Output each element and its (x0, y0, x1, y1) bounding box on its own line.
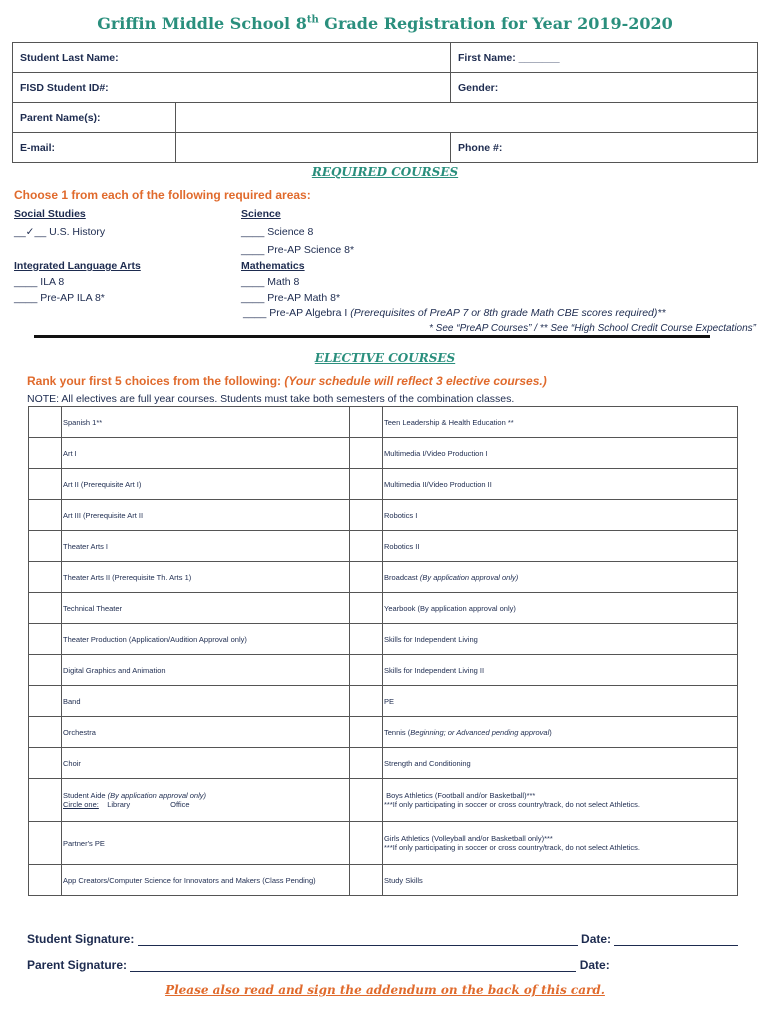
elective-label: Robotics II (383, 531, 738, 562)
elective-label: Tennis (Beginning; or Advanced pending approval) (383, 717, 738, 748)
elective-label: Art I (62, 438, 350, 469)
elective-label: Boys Athletics (Football and/or Basketball)*** ***If only participating in soccer or cross country/track, do not select Athletics. (383, 779, 738, 822)
table-row (29, 865, 738, 896)
parent-signature-line[interactable] (130, 971, 576, 972)
preap-science-option[interactable]: ____ Pre-AP Science 8* (241, 244, 355, 256)
rank-box[interactable] (350, 779, 383, 822)
elective-label: Theater Production (Application/Audition Approval only) (62, 624, 350, 655)
rank-box[interactable] (350, 655, 383, 686)
table-row (29, 717, 738, 748)
table-row (29, 500, 738, 531)
student-info-table (12, 42, 758, 163)
science-title: Science (241, 208, 281, 220)
table-row (29, 469, 738, 500)
elective-label: App Creators/Computer Science for Innovators and Makers (Class Pending) (62, 865, 350, 896)
rank-box[interactable] (29, 407, 62, 438)
math-title: Mathematics (241, 260, 305, 272)
elective-label: Spanish 1** (62, 407, 350, 438)
rank-box[interactable] (350, 562, 383, 593)
elective-label: Robotics I (383, 500, 738, 531)
preap-algebra-option[interactable]: ____ Pre-AP Algebra I (243, 307, 348, 319)
ila-8-option[interactable]: ____ ILA 8 (14, 276, 65, 288)
rank-box[interactable] (29, 717, 62, 748)
ila-title: Integrated Language Arts (14, 260, 141, 272)
rank-box[interactable] (29, 865, 62, 896)
phone-field[interactable]: Phone #: (451, 133, 758, 163)
rank-box[interactable] (29, 624, 62, 655)
elective-label: Technical Theater (62, 593, 350, 624)
elective-note: NOTE: All electives are full year courses. Students must take both semesters of the combination classes. (27, 393, 515, 405)
page-title: Griffin Middle School 8th Grade Registration for Year 2019-2020 (97, 14, 673, 33)
rank-box[interactable] (350, 686, 383, 717)
table-row (29, 624, 738, 655)
rank-box[interactable] (29, 779, 62, 822)
elective-label: Skills for Independent Living II (383, 655, 738, 686)
elective-label: Multimedia I/Video Production I (383, 438, 738, 469)
elective-label: Choir (62, 748, 350, 779)
library-option[interactable]: Library (107, 800, 131, 809)
rank-box[interactable] (29, 469, 62, 500)
rank-box[interactable] (350, 593, 383, 624)
rank-box[interactable] (350, 748, 383, 779)
first-name-field[interactable]: First Name: _______ (451, 43, 758, 73)
elective-label: PE (383, 686, 738, 717)
gender-field[interactable]: Gender: (451, 73, 758, 103)
elective-table (28, 406, 738, 896)
math-8-option[interactable]: ____ Math 8 (241, 276, 300, 288)
elective-label: Partner's PE (62, 822, 350, 865)
student-id-field[interactable]: FISD Student ID#: (13, 73, 451, 103)
addendum-note: Please also read and sign the addendum on the back of this card. (165, 983, 605, 997)
preap-math-option[interactable]: ____ Pre-AP Math 8* (241, 292, 341, 304)
rank-box[interactable] (350, 407, 383, 438)
elective-label: Teen Leadership & Health Education ** (383, 407, 738, 438)
rank-box[interactable] (29, 822, 62, 865)
rank-box[interactable] (29, 438, 62, 469)
student-signature-line[interactable] (138, 945, 578, 946)
rank-box[interactable] (350, 865, 383, 896)
table-row (29, 779, 738, 822)
rank-box[interactable] (29, 748, 62, 779)
science-8-option[interactable]: ____ Science 8 (241, 226, 314, 238)
parent-signature-row: Parent Signature: Date: (27, 958, 610, 972)
elective-label: Digital Graphics and Animation (62, 655, 350, 686)
required-instruction: Choose 1 from each of the following required areas: (14, 188, 311, 202)
rank-box[interactable] (29, 500, 62, 531)
table-row (29, 655, 738, 686)
rank-box[interactable] (29, 655, 62, 686)
elective-label: Multimedia II/Video Production II (383, 469, 738, 500)
table-row (29, 686, 738, 717)
elective-label: Orchestra (62, 717, 350, 748)
table-row (29, 531, 738, 562)
elective-label: Skills for Independent Living (383, 624, 738, 655)
rank-box[interactable] (350, 822, 383, 865)
rank-box[interactable] (350, 438, 383, 469)
table-row (29, 593, 738, 624)
elective-label: Band (62, 686, 350, 717)
required-footnote: * See “PreAP Courses” / ** See “High School Credit Course Expectations” (429, 323, 756, 334)
required-courses-heading: REQUIRED COURSES (311, 165, 459, 179)
elective-instruction: Rank your first 5 choices from the following: (Your schedule will reflect 3 elective courses.) (27, 374, 547, 388)
parent-name-label: Parent Name(s): (13, 103, 176, 133)
rank-box[interactable] (29, 686, 62, 717)
elective-label: Art III (Prerequisite Art II (62, 500, 350, 531)
rank-box[interactable] (29, 593, 62, 624)
rank-box[interactable] (350, 469, 383, 500)
rank-box[interactable] (350, 531, 383, 562)
rank-box[interactable] (350, 624, 383, 655)
student-date-line[interactable] (614, 945, 738, 946)
email-label: E-mail: (13, 133, 176, 163)
table-row (29, 562, 738, 593)
preap-ila-option[interactable]: ____ Pre-AP ILA 8* (14, 292, 105, 304)
elective-label: Study Skills (383, 865, 738, 896)
table-row (29, 407, 738, 438)
algebra-prereq-note: (Prerequisites of PreAP 7 or 8th grade Math CBE scores required)** (350, 307, 666, 319)
elective-label: Yearbook (By application approval only) (383, 593, 738, 624)
rank-box[interactable] (29, 531, 62, 562)
elective-label: Theater Arts II (Prerequisite Th. Arts 1) (62, 562, 350, 593)
elective-label: Broadcast (By application approval only) (383, 562, 738, 593)
table-row (29, 438, 738, 469)
email-field[interactable] (176, 133, 451, 163)
elective-label: Art II (Prerequisite Art I) (62, 469, 350, 500)
us-history-option[interactable]: __✓__ U.S. History (14, 226, 106, 238)
elective-label: Theater Arts I (62, 531, 350, 562)
table-row (29, 748, 738, 779)
table-row (29, 822, 738, 865)
student-signature-row: Student Signature: Date: (27, 932, 738, 946)
elective-label: Strength and Conditioning (383, 748, 738, 779)
rank-box[interactable] (350, 500, 383, 531)
last-name-field[interactable]: Student Last Name: (13, 43, 451, 73)
algebra-row (243, 307, 666, 319)
elective-label: Student Aide (By application approval only) Circle one: Library Office (62, 779, 350, 822)
rank-box[interactable] (350, 717, 383, 748)
parent-name-field[interactable] (176, 103, 758, 133)
section-divider (34, 335, 710, 338)
elective-courses-heading: ELECTIVE COURSES (314, 351, 456, 365)
elective-label: Girls Athletics (Volleyball and/or Basketball only)*** ***If only participating in soccer or cross country/track, do not select Athletics. (383, 822, 738, 865)
office-option[interactable]: Office (170, 800, 190, 809)
rank-box[interactable] (29, 562, 62, 593)
social-studies-title: Social Studies (14, 208, 86, 220)
